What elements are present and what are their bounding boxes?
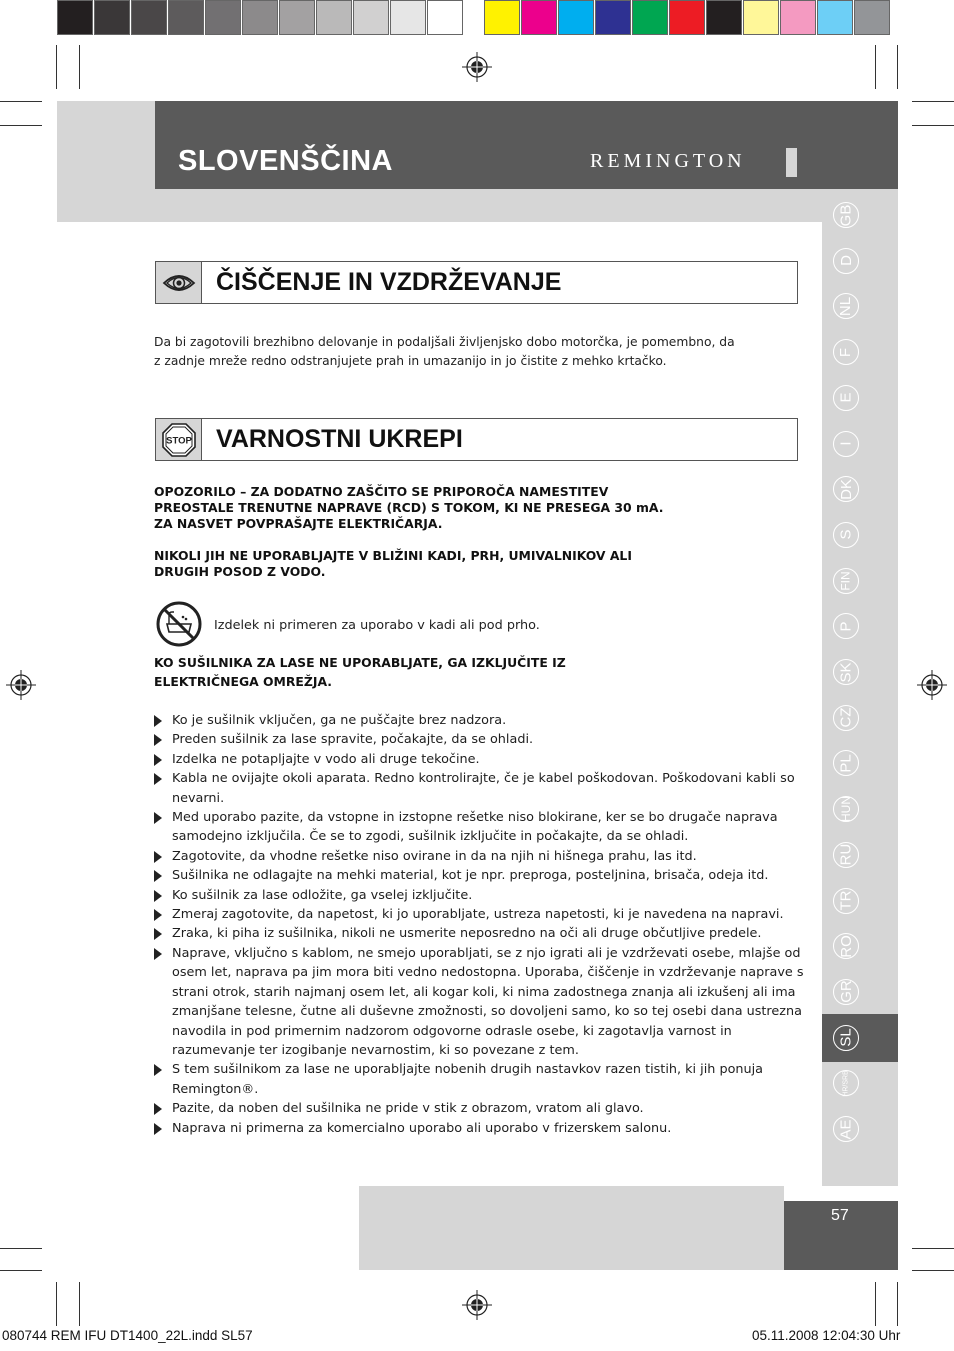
language-tab-tr[interactable] [833,888,859,914]
crop-mark [897,45,898,89]
language-tab-cz[interactable] [833,705,859,731]
safety-bullet-item [154,1119,814,1138]
safety-bullet-item [154,808,814,847]
safety-bullet-text: S tem sušilnikom za lase ne uporabljajte nobenih drugih nastavkov razen tistih, ki jih ponuja Remington®. [172,1062,764,1097]
language-tab-label: S [837,529,855,540]
language-tab-s[interactable] [833,522,859,548]
rcd-warning-line: PREOSTALE TRENUTNE NAPRAVE (RCD) S TOKOM, KI NE PRESEGA 30 mA. [154,500,664,515]
bullet-arrow-icon [154,870,162,882]
safety-bullet-text: Naprave, vključno s kablom, ne smejo uporabljati, se z njo igrati ali je vzdrževati osebe, mlajše od osem let, naprava pa jim mora biti vedno nedostopna. Uporaba, čiščenje in vzdrževanje naprave s strani otrok, starih najmanj osem let, ali kogar koli, ki nima zadostnega znanja ali izkušenj ali ima zmanjšane telesne, čutne ali duševne zmožnosti, so dovoljeni samo, ko so tej osebi dana ustrezna navodila in pod primernim nadzorom odgovorne odrasle osebe, ki zagotavlja varnost in razumevanje ter izogibanje nevarnostim, ki so povezane z tem. [172,945,804,1058]
language-tab-label: RU [837,843,855,866]
language-tab-gr[interactable] [833,979,859,1005]
bullet-arrow-icon [154,948,162,960]
language-tab-label: I [837,441,855,446]
language-tab-ae[interactable] [833,1116,859,1142]
color-swatch [854,0,890,35]
language-tab-label: SL [837,1028,855,1047]
color-swatch [94,0,130,35]
language-tab-gb[interactable] [833,202,859,228]
language-tab-label: RO [837,934,855,958]
color-swatch [558,0,594,35]
color-swatch [632,0,668,35]
color-swatch [57,0,93,35]
language-tab-fin[interactable] [833,568,859,594]
safety-bullet-item [154,750,814,769]
language-tab-label: AE [837,1118,855,1140]
language-tab-label: SK [837,661,855,683]
color-swatch [353,0,389,35]
safety-bullet-item [154,711,814,730]
language-tab-label: NL [837,296,855,316]
safety-bullet-text: Sušilnika ne odlagajte na mehki material, kot je npr. preproga, posteljnina, brisača, odeja itd. [172,868,769,884]
safety-bullet-item [154,866,814,885]
language-tab-sk[interactable] [833,659,859,685]
crop-mark [912,1248,954,1249]
language-tab-label: D [837,255,855,267]
safety-bullet-text: Zraka, ki piha iz sušilnika, nikoli ne usmerite neposredno na oči ali druge občutljive predele. [172,926,762,942]
language-tab-hun[interactable] [833,796,859,822]
rcd-warning-line: ZA NASVET POVPRAŠAJTE ELEKTRIČARJA. [154,516,443,531]
color-swatch [595,0,631,35]
registration-mark-icon [6,670,36,700]
safety-bullet-text: Pazite, da noben del sušilnika ne pride v stik z obrazom, vratom ali glavo. [172,1101,644,1117]
color-swatch [131,0,167,35]
safety-bullet-text: Kabla ne ovijajte okoli aparata. Redno kontrolirajte, če je kabel poškodovan. Poškodovani kabli so nevarni. [172,771,795,806]
crop-mark [79,1282,80,1326]
language-tab-f[interactable] [833,339,859,365]
safety-bullet-text: Zmeraj zagotovite, da napetost, ki jo uporabljate, ustreza napetosti, ki je navedena na napravi. [172,907,784,923]
language-tab-label: FIN [839,570,853,591]
safety-bullet-text: Ko sušilnik za lase odložite, ga vselej izključite. [172,887,473,903]
safety-bullet-item [154,944,814,1060]
rcd-warning-line: OPOZORILO – ZA DODATNO ZAŠČITO SE PRIPOROČA NAMESTITEV [154,484,609,499]
language-tab-e[interactable] [833,385,859,411]
language-tab-label: CZ [837,707,855,728]
language-tab-label: GB [837,204,855,226]
color-swatch [168,0,204,35]
safety-bullet-list [154,711,814,1138]
language-tab-dk[interactable] [833,476,859,502]
footer-file-info: 080744 REM IFU DT1400_22L.indd SL57 [2,1328,253,1343]
registration-mark-icon [917,670,947,700]
color-swatch [316,0,352,35]
color-swatch [669,0,705,35]
safety-bullet-item [154,769,814,808]
safety-bullet-item [154,730,814,749]
crop-mark [875,1282,876,1326]
bullet-arrow-icon [154,851,162,863]
color-swatch [706,0,742,35]
page-number: 57 [831,1207,849,1224]
bullet-arrow-icon [154,1103,162,1115]
crop-mark [912,101,954,102]
crop-mark [875,45,876,89]
crop-mark [56,1282,57,1326]
language-tab-ro[interactable] [833,933,859,959]
color-swatch [242,0,278,35]
safety-bullet-item [154,1099,814,1118]
stop-sign-icon [156,419,202,460]
cleaning-section-header [155,261,798,304]
bullet-arrow-icon [154,928,162,940]
language-tab-label: GR [837,980,855,1004]
no-bath-text: Izdelek ni primeren za uporabo v kadi ali pod prho. [214,618,540,633]
language-tab-i[interactable] [833,431,859,457]
language-tab-label: TR [837,890,855,911]
language-tab-label: P [837,621,855,632]
bullet-arrow-icon [154,1123,162,1135]
crop-mark [0,125,42,126]
color-swatch [390,0,426,35]
safety-bullet-item [154,924,814,943]
safety-bullet-text: Med uporabo pazite, da vstopne in izstopne rešetke niso blokirane, ker se bo drugače naprava samodejno izključila. Če se to zgodi, sušilnik izključite in počakajte, da se ohladi. [172,810,778,845]
bullet-arrow-icon [154,890,162,902]
crop-mark [912,125,954,126]
color-swatch [743,0,779,35]
language-tab-label: E [837,392,855,403]
safety-section-header [155,418,798,461]
no-bath-icon [155,600,203,648]
crop-mark [56,45,57,89]
safety-bullet-item [154,905,814,924]
process-color-bar [484,0,891,38]
water-warning-line: NIKOLI JIH NE UPORABLJAJTE V BLIŽINI KADI, PRH, UMIVALNIKOV ALI [154,548,632,563]
unplug-warning-line: ELEKTRIČNEGA OMREŽJA. [154,674,333,689]
crop-mark [912,1270,954,1271]
safety-bullet-text: Zagotovite, da vhodne rešetke niso ovirane in da na njih ni hišnega prahu, las itd. [172,848,697,864]
crop-mark [0,1270,42,1271]
bullet-arrow-icon [154,1064,162,1076]
color-swatch [521,0,557,35]
cleaning-text-line: z zadnje mreže redno odstranjujete prah in umazanijo in jo čistite z mehko krtačko. [154,354,667,368]
eye-icon [156,262,202,303]
crop-mark [79,45,80,89]
registration-mark-icon [462,52,492,82]
header-grey-strip [155,189,898,222]
cleaning-text-line: Da bi zagotovili brezhibno delovanje in podaljšali življenjsko dobo motorčka, je pomembno, da [154,335,735,349]
color-swatch [484,0,520,35]
safety-bullet-item [154,847,814,866]
safety-bullet-text: Preden sušilnik za lase spravite, počakajte, da se ohladi. [172,732,534,748]
cleaning-section-title: ČIŠČENJE IN VZDRŽEVANJE [216,268,562,296]
bullet-arrow-icon [154,773,162,785]
bullet-arrow-icon [154,754,162,766]
page-title: SLOVENŠČINA [178,145,393,177]
bullet-arrow-icon [154,909,162,921]
color-swatch [205,0,241,35]
language-tab-ru[interactable] [833,842,859,868]
language-tab-d[interactable] [833,248,859,274]
brand-tab [786,148,797,177]
safety-bullet-text: Naprava ni primerna za komercialno uporabo ali uporabo v frizerskem salonu. [172,1120,672,1136]
footer-timestamp: 05.11.2008 12:04:30 Uhr [752,1328,901,1343]
footer-grey-panel [359,1186,784,1270]
safety-bullet-text: Izdelka ne potapljajte v vodo ali druge tekočine. [172,751,480,767]
safety-bullet-item [154,1060,814,1099]
color-swatch [279,0,315,35]
safety-section-title: VARNOSTNI UKREPI [216,425,463,453]
safety-bullet-text: Ko je sušilnik vključen, ga ne puščajte brez nadzora. [172,713,507,728]
water-warning-line: DRUGIH POSOD Z VODO. [154,564,326,579]
language-tab-label: DK [837,478,855,500]
bullet-arrow-icon [154,812,162,824]
language-tab-label: HUN [839,796,853,823]
color-swatch [780,0,816,35]
color-swatch [427,0,463,35]
crop-mark [0,1248,42,1249]
crop-mark [897,1282,898,1326]
grey-color-bar [57,0,464,38]
bullet-arrow-icon [154,734,162,746]
header-grey-left-panel [57,101,155,222]
brand-logo: REMINGTON [590,150,746,172]
color-swatch [817,0,853,35]
language-tab-label: F [837,347,855,357]
registration-mark-icon [462,1290,492,1320]
bullet-arrow-icon [154,715,162,727]
stop-sign-label: STOP [165,435,192,446]
language-tab-label: HR/SRB [842,1070,850,1097]
safety-bullet-item [154,886,814,905]
crop-mark [0,101,42,102]
unplug-warning-line: KO SUŠILNIKA ZA LASE NE UPORABLJATE, GA IZKLJUČITE IZ [154,655,566,670]
language-tab-label: PL [837,754,855,773]
language-tab-sl[interactable] [833,1025,859,1051]
